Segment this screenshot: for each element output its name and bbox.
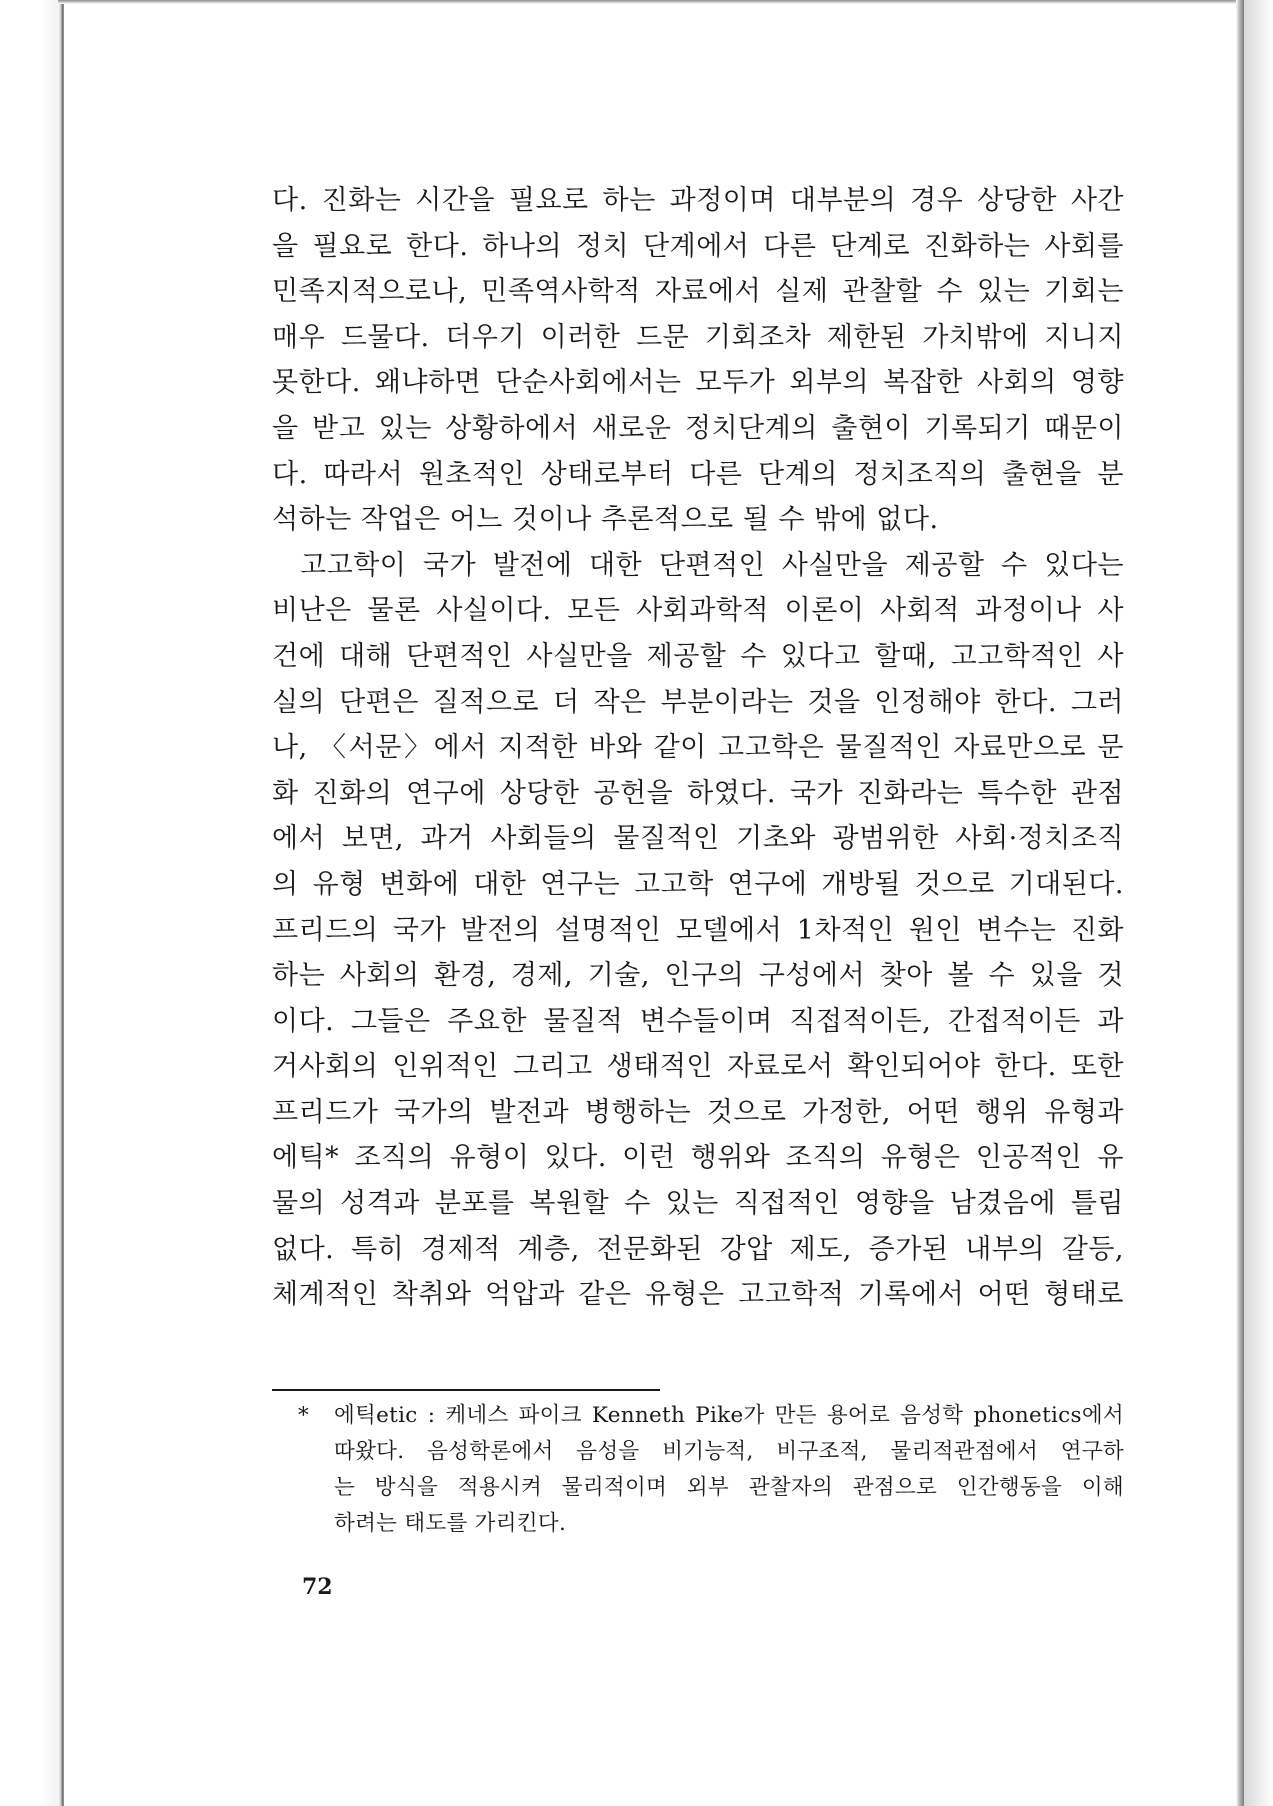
body-text bbox=[272, 178, 1124, 1318]
page-right-shadow bbox=[1244, 0, 1273, 1806]
footnote-line: 에틱etic : 케네스 파이크 Kenneth Pike가 만든 용어로 음성학 phonetics에서 bbox=[334, 1403, 1124, 1428]
body-line: 못한다. 왜냐하면 단순사회에서는 모두가 외부의 복잡한 사회의 영향 bbox=[272, 367, 1124, 399]
body-line: 거사회의 인위적인 그리고 생태적인 자료로서 확인되어야 한다. 또한 bbox=[272, 1051, 1124, 1083]
body-line: 다. 따라서 원초적인 상태로부터 다른 단계의 정치조직의 출현을 분 bbox=[272, 458, 1124, 490]
body-line: 비난은 물론 사실이다. 모든 사회과학적 이론이 사회적 과정이나 사 bbox=[272, 595, 1124, 627]
book-gutter-shadow bbox=[0, 0, 58, 1806]
page-right-edge bbox=[1236, 0, 1244, 1806]
paragraph-start-line: 고고학이 국가 발전에 대한 단편적인 사실만을 제공할 수 있다는 bbox=[300, 549, 1124, 581]
body-line: 석하는 작업은 어느 것이나 추론적으로 될 수 밖에 없다. bbox=[272, 504, 939, 536]
body-line: 프리드의 국가 발전의 설명적인 모델에서 1차적인 원인 변수는 진화 bbox=[272, 914, 1124, 946]
body-line: 을 필요로 한다. 하나의 정치 단계에서 다른 단계로 진화하는 사회를 bbox=[272, 230, 1124, 262]
body-line: 하는 사회의 환경, 경제, 기술, 인구의 구성에서 찾아 볼 수 있을 것 bbox=[272, 960, 1124, 992]
body-line: 을 받고 있는 상황하에서 새로운 정치단계의 출현이 기록되기 때문이 bbox=[272, 412, 1124, 444]
body-line: 프리드가 국가의 발전과 병행하는 것으로 가정한, 어떤 행위 유형과 bbox=[272, 1096, 1124, 1128]
body-line: 에틱* 조직의 유형이 있다. 이런 행위와 조직의 유형은 인공적인 유 bbox=[272, 1142, 1124, 1174]
body-line: 에서 보면, 과거 사회들의 물질적인 기초와 광범위한 사회·정치조직 bbox=[272, 823, 1124, 855]
footnote-divider bbox=[272, 1389, 660, 1391]
body-line: 이다. 그들은 주요한 물질적 변수들이며 직접적이든, 간접적이든 과 bbox=[272, 1005, 1124, 1037]
footnote bbox=[300, 1398, 1124, 1542]
footnote-line: 하려는 태도를 가리킨다. bbox=[334, 1511, 567, 1536]
body-line: 나, 〈서문〉에서 지적한 바와 같이 고고학은 물질적인 자료만으로 문 bbox=[272, 732, 1124, 764]
page-top-edge bbox=[58, 0, 1238, 4]
body-line: 체계적인 착취와 억압과 같은 유형은 고고학적 기록에서 어떤 형태로 bbox=[272, 1279, 1124, 1311]
page-number: 72 bbox=[302, 1574, 333, 1600]
body-line: 건에 대해 단편적인 사실만을 제공할 수 있다고 할때, 고고학적인 사 bbox=[272, 640, 1124, 672]
body-line: 실의 단편은 질적으로 더 작은 부분이라는 것을 인정해야 한다. 그러 bbox=[272, 686, 1124, 718]
page-left-edge bbox=[58, 0, 64, 1806]
footnote-line: 따왔다. 음성학론에서 음성을 비기능적, 비구조적, 물리적관점에서 연구하 bbox=[334, 1439, 1124, 1464]
body-line: 민족지적으로나, 민족역사학적 자료에서 실제 관찰할 수 있는 기회는 bbox=[272, 276, 1124, 308]
body-line: 다. 진화는 시간을 필요로 하는 과정이며 대부분의 경우 상당한 사간 bbox=[272, 185, 1124, 216]
body-line: 화 진화의 연구에 상당한 공헌을 하였다. 국가 진화라는 특수한 관점 bbox=[272, 777, 1124, 809]
body-line: 의 유형 변화에 대한 연구는 고고학 연구에 개방될 것으로 기대된다. bbox=[272, 868, 1124, 900]
body-line: 없다. 특히 경제적 계층, 전문화된 강압 제도, 증가된 내부의 갈등, bbox=[272, 1233, 1124, 1265]
body-line: 물의 성격과 분포를 복원할 수 있는 직접적인 영향을 남겼음에 틀림 bbox=[272, 1188, 1124, 1220]
footnote-line: 는 방식을 적용시켜 물리적이며 외부 관찰자의 관점으로 인간행동을 이해 bbox=[334, 1475, 1124, 1500]
footnote-marker: * bbox=[298, 1403, 309, 1428]
body-line: 매우 드물다. 더우기 이러한 드문 기회조차 제한된 가치밖에 지니지 bbox=[272, 321, 1124, 353]
